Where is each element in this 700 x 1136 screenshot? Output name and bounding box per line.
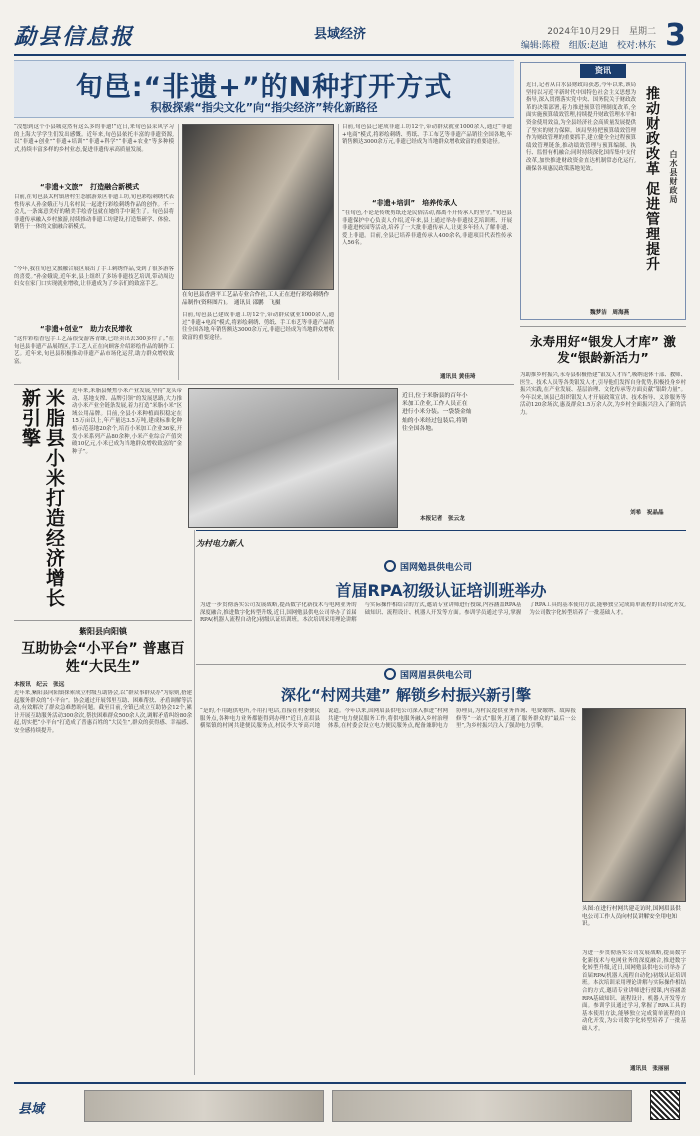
lead-photo — [182, 124, 334, 290]
infobox-headline[interactable]: 推动财政改革 促进管理提升 — [644, 86, 660, 272]
lead-title[interactable]: 旬邑:“非遗+”的N种打开方式 — [75, 72, 453, 103]
infobox-body: 近日,记者从白水县财政局获悉,今年以来,该局坚持以习近平新时代中国特色社会主义思想为指导,深入贯彻落实党中央、国务院关于财政改革的决策部署,着力推进预算管理制度改革,全面实施预算绩效管理,持续提升财政管理水平和资金使用效益,为全县经济社会高质量发展提供了坚实的财力保障。该局坚持把预算绩效管理作为财政管理的重要抓手,建立健全全过程预算绩效管理链条,推动绩效管理与预算编制、执行、监督有机融合;同时持续深化国库集中支付改革,加快推进财政资金直达机制常态化运行,确保各项惠民政策落地见效。 — [526, 82, 636, 172]
mizhi-photo-caption: 近日,位于米脂县的百年小米加工企业,工作人员正在进行小米分装。一袋袋金灿灿的小米经过包装后,将销往全国各地。 — [402, 393, 472, 432]
infobox-byline: 魏梦洁 周海燕 — [590, 310, 630, 316]
lead-body-2: “今年,我在旬邑文旅融合展区展出了手工刺绣作品,受到了很多游客的喜爱。”孙金娥说,近年来,县上组织了多场非遗技艺培训,带动周边妇女在家门口实现就业增收,让非遗成为了乡亲们的致富手艺。 — [14, 266, 174, 288]
lead-photo-caption: 在旬邑县香唐平工艺品专业合作社,工人正在进行彩绘刺绣作品制作(资料图片)。 通讯员 邵鹏 飞摄 — [182, 292, 330, 306]
lead-body-3: “这件彩绘香包手工艺品很受游客青睐,已经卖出去300多件了。”在旬邑县非遗产品展销区,手工艺人正在向顾客介绍彩绘作品的制作工艺。近年来,旬邑县积极推动非遗产品市场化运营,助力群众增收致富。 — [14, 336, 174, 365]
state-grid-icon — [384, 668, 396, 680]
section-divider — [14, 384, 514, 385]
rural-byline: 刘希 祝晶晶 — [630, 510, 664, 516]
mizhi-photo — [188, 388, 398, 528]
lead-subheading-3: “非遗+培训” 培养传承人 — [372, 199, 458, 207]
grid-body-2b: 为进一步贯彻落实公司发展战略,提高数字化新技术与电网业务的深度融合,推进数字化转型升级,近日,国网勉县供电公司举办了首届RPA(机器人流程自动化)初级认证培训班。本次培训采用理论讲解与实际操作相结合的方式,邀请专业讲师进行授课,内容涵盖RPA基础知识、流程设计、机器人开发等方面。参训学员通过学习,掌握了RPA工具的基本使用方法,能够独立完成简单流程的自动化开发,为公司数字化转型培养了一批基础人才。 — [582, 950, 686, 1032]
grid-byline: 通讯员 张丽丽 — [630, 1066, 670, 1072]
lead-subtitle: 积极探索“指尖文化”向“指尖经济”转化新路径 — [150, 101, 378, 114]
infobox-side-title: 白水县财政局 — [669, 150, 678, 204]
footer-ad-strip — [14, 1082, 686, 1124]
footer-photo-right — [332, 1090, 632, 1122]
grid-title-2[interactable]: 深化“村网共建” 解锁乡村振兴新引擎 — [281, 686, 531, 704]
grid-body-1: 为进一步贯彻落实公司发展战略,提高数字化新技术与电网业务的深度融合,推进数字化转型升级,近日,国网勉县供电公司举办了首届RPA(机器人流程自动化)初级认证培训班。本次培训采用理论讲解与实际操作相结合的方式,邀请专业讲师进行授课,内容涵盖RPA基础知识、流程设计、机器人开发等方面。参训学员通过学习,掌握了RPA工具的基本使用方法,能够独立完成简单流程的自动化开发,为公司数字化转型培养了一批基础人才。 — [200, 602, 686, 624]
lead-subheading-1: “非遗+文旅” 打造融合新模式 — [40, 183, 140, 191]
grid-title-1[interactable]: 首届RPA初级认证培训班举办 — [335, 581, 547, 600]
section-name: 县域经济 — [314, 27, 367, 42]
state-grid-icon — [384, 560, 396, 572]
grid-photo-caption: 头图:在进行村网共建走访时,国网眉县供电公司工作人员向村民讲解安全用电知识。 — [582, 906, 681, 927]
page-number: 3 — [665, 18, 686, 53]
editor-credits: 编辑:陈橙 组版:赵迪 校对:林东 — [520, 41, 656, 51]
masthead-logo: 勐县信息报 — [14, 24, 135, 50]
ziyang-kicker: 紫阳县向阳镇 — [79, 627, 127, 636]
ziyang-body: 近年来,紫阳县向阳镇探索成立村级互助协会,以“群众事群众办”为原则,搭建起服务群众的“小平台”。协会通过开展邻里互助、困难帮扶、矛盾调解等活动,有效解决了群众急难愁盼问题。截至目前,全镇已成立互助协会12个,累计开展互助服务活动300余次,帮扶困难群众500余人次,调解矛盾纠纷80余起,切实把“小平台”打造成了普惠百姓的“大民生”,群众的获得感、幸福感、安全感持续提升。 — [14, 690, 192, 734]
ziyang-byline: 本报讯 纪云 张远 — [14, 682, 65, 688]
lead-body-1: 目前,在旬邑县太村镇唐村生态旅游景区非遗工坊,旬邑彩绘刺绣代表性传承人孙金娥正与几名村民一起进行彩绘刺绣作品的创作。不一会儿,一条寓意美好的精美手绘香包就在她的手中诞生了。旬邑县将非遗传承融入乡村旅游,持续推动非遗工坊建设,打造集研学、体验、销售于一体的文旅融合新模式。 — [14, 194, 174, 231]
lead-banner — [14, 60, 514, 118]
qr-code-icon[interactable] — [650, 1090, 680, 1120]
column-divider — [194, 530, 195, 1075]
rural-title[interactable]: 永寿用好“银发人才库” 激发“银龄新活力” — [530, 334, 676, 365]
mizhi-title[interactable]: 米脂县小米打造经济增长新引擎 — [19, 388, 65, 608]
column-divider — [338, 124, 339, 380]
lead-body-4: 目前,旬邑县已建成非遗工坊12个,带动群众就业1000余人,通过“非遗+电商”模式,将彩绘刺绣、剪纸、手工布艺等非遗产品销往全国各地,年销售额达3000余万元,非遗已经成为当地群众增收致富的重要途径。 — [182, 312, 334, 341]
lead-body-4b: 目前,旬邑县已建成非遗工坊12个,带动群众就业1000余人,通过“非遗+电商”模式,将彩绘刺绣、剪纸、手工布艺等非遗产品销往全国各地,年销售额达3000余万元,非遗已经成为当地群众增收致富的重要途径。 — [342, 124, 512, 146]
footer-photo-left — [84, 1090, 324, 1122]
footer-logo: 县域 — [18, 1102, 45, 1117]
info-tag: 资讯 — [580, 64, 626, 78]
ziyang-title[interactable]: 互助协会“小平台” 普惠百姓“大民生” — [21, 641, 185, 675]
lead-subheading-2: “非遗+创业” 助力农民增收 — [40, 325, 133, 333]
section-divider — [14, 620, 192, 621]
issue-date: 2024年10月29日 星期二 — [547, 27, 656, 37]
lead-body-5: “在旬邑,不论是传统剪纸还是民俗活动,都离不开传承人的坚守。”旬邑县非遗保护中心负责人介绍,近年来,县上通过举办非遗技艺培训班、开展非遗进校园等活动,培养了一大批非遗传承人,让更多年轻人了解非遗、爱上非遗。目前,全县已培养非遗传承人400余名,非遗项目代表性传承人56名。 — [342, 210, 512, 247]
grid-logo: 为村电力新人 — [196, 538, 244, 548]
section-divider — [520, 326, 686, 327]
grid-body-2: “是的,不用跑供电所,不用打电话,直接在村委便民服务点,各种电力业务都能得到办理!”近日,在眉县横渠镇的村网共建便民服务点,村民李大爷高兴地说道。今年以来,国网眉县供电公司深入推进“村网共建”电力便民服务工作,将供电服务融入乡村治理体系,在村委会设立电力便民服务点,配备兼职电力协理员,为村民提供业务咨询、电费缴纳、故障报修等“一站式”服务,打通了服务群众的“最后一公里”,为乡村振兴注入了强劲电力引擎。 — [200, 708, 576, 730]
rural-body: 为助推乡村振兴,永寿县积极搭建“银发人才库”,吸纳退休干部、教师、医生、技术人员等各类银发人才,引导他们发挥自身优势,积极投身乡村振兴实践,在产业发展、基层治理、文化传承等方面贡献“银龄力量”。今年以来,该县已组织银发人才开展政策宣讲、技术指导、义诊服务等活动120余场次,惠及群众1.5万余人次,为乡村全面振兴注入了新的活力。 — [520, 372, 686, 416]
lead-intro: “没想到这个小县城竟然有这么多的非遗!”近日,来旬邑县采风学习的上海大学学生们发出感慨。近年来,旬邑县依托丰富的非遗资源,以“非遗+创业”“非遗+培训”“非遗+科学”“非遗+农业”等多种模式,持续丰富多样的乡村业态,促进非遗传承高质量发展。 — [14, 124, 174, 153]
section-divider — [196, 664, 686, 665]
grid-company-2: 国网眉县供电公司 — [400, 671, 473, 681]
masthead — [14, 20, 686, 56]
column-divider — [178, 124, 179, 380]
mizhi-body: 近年来,米脂县聚焦小米产业发展,坚持“龙头带动、基地支撑、品牌引领”的发展思路,大力推动小米产业全链条发展,着力打造“米脂小米”区域公用品牌。目前,全县小米种植面积稳定在15万亩以上,年产量达3.5万吨,建成标准化种植示范基地20余个,培育小米加工企业36家,开发小米系列产品80余种,小米产业综合产值突破10亿元,小米已成为当地群众增收致富的“金种子”。 — [72, 388, 182, 455]
section-divider — [196, 530, 686, 531]
grid-company-1: 国网勉县供电公司 — [400, 563, 473, 573]
lead-byline: 通讯员 黄佳琦 — [440, 374, 476, 380]
mizhi-byline: 本报记者 张云龙 — [420, 516, 465, 522]
grid-photo — [582, 708, 686, 902]
